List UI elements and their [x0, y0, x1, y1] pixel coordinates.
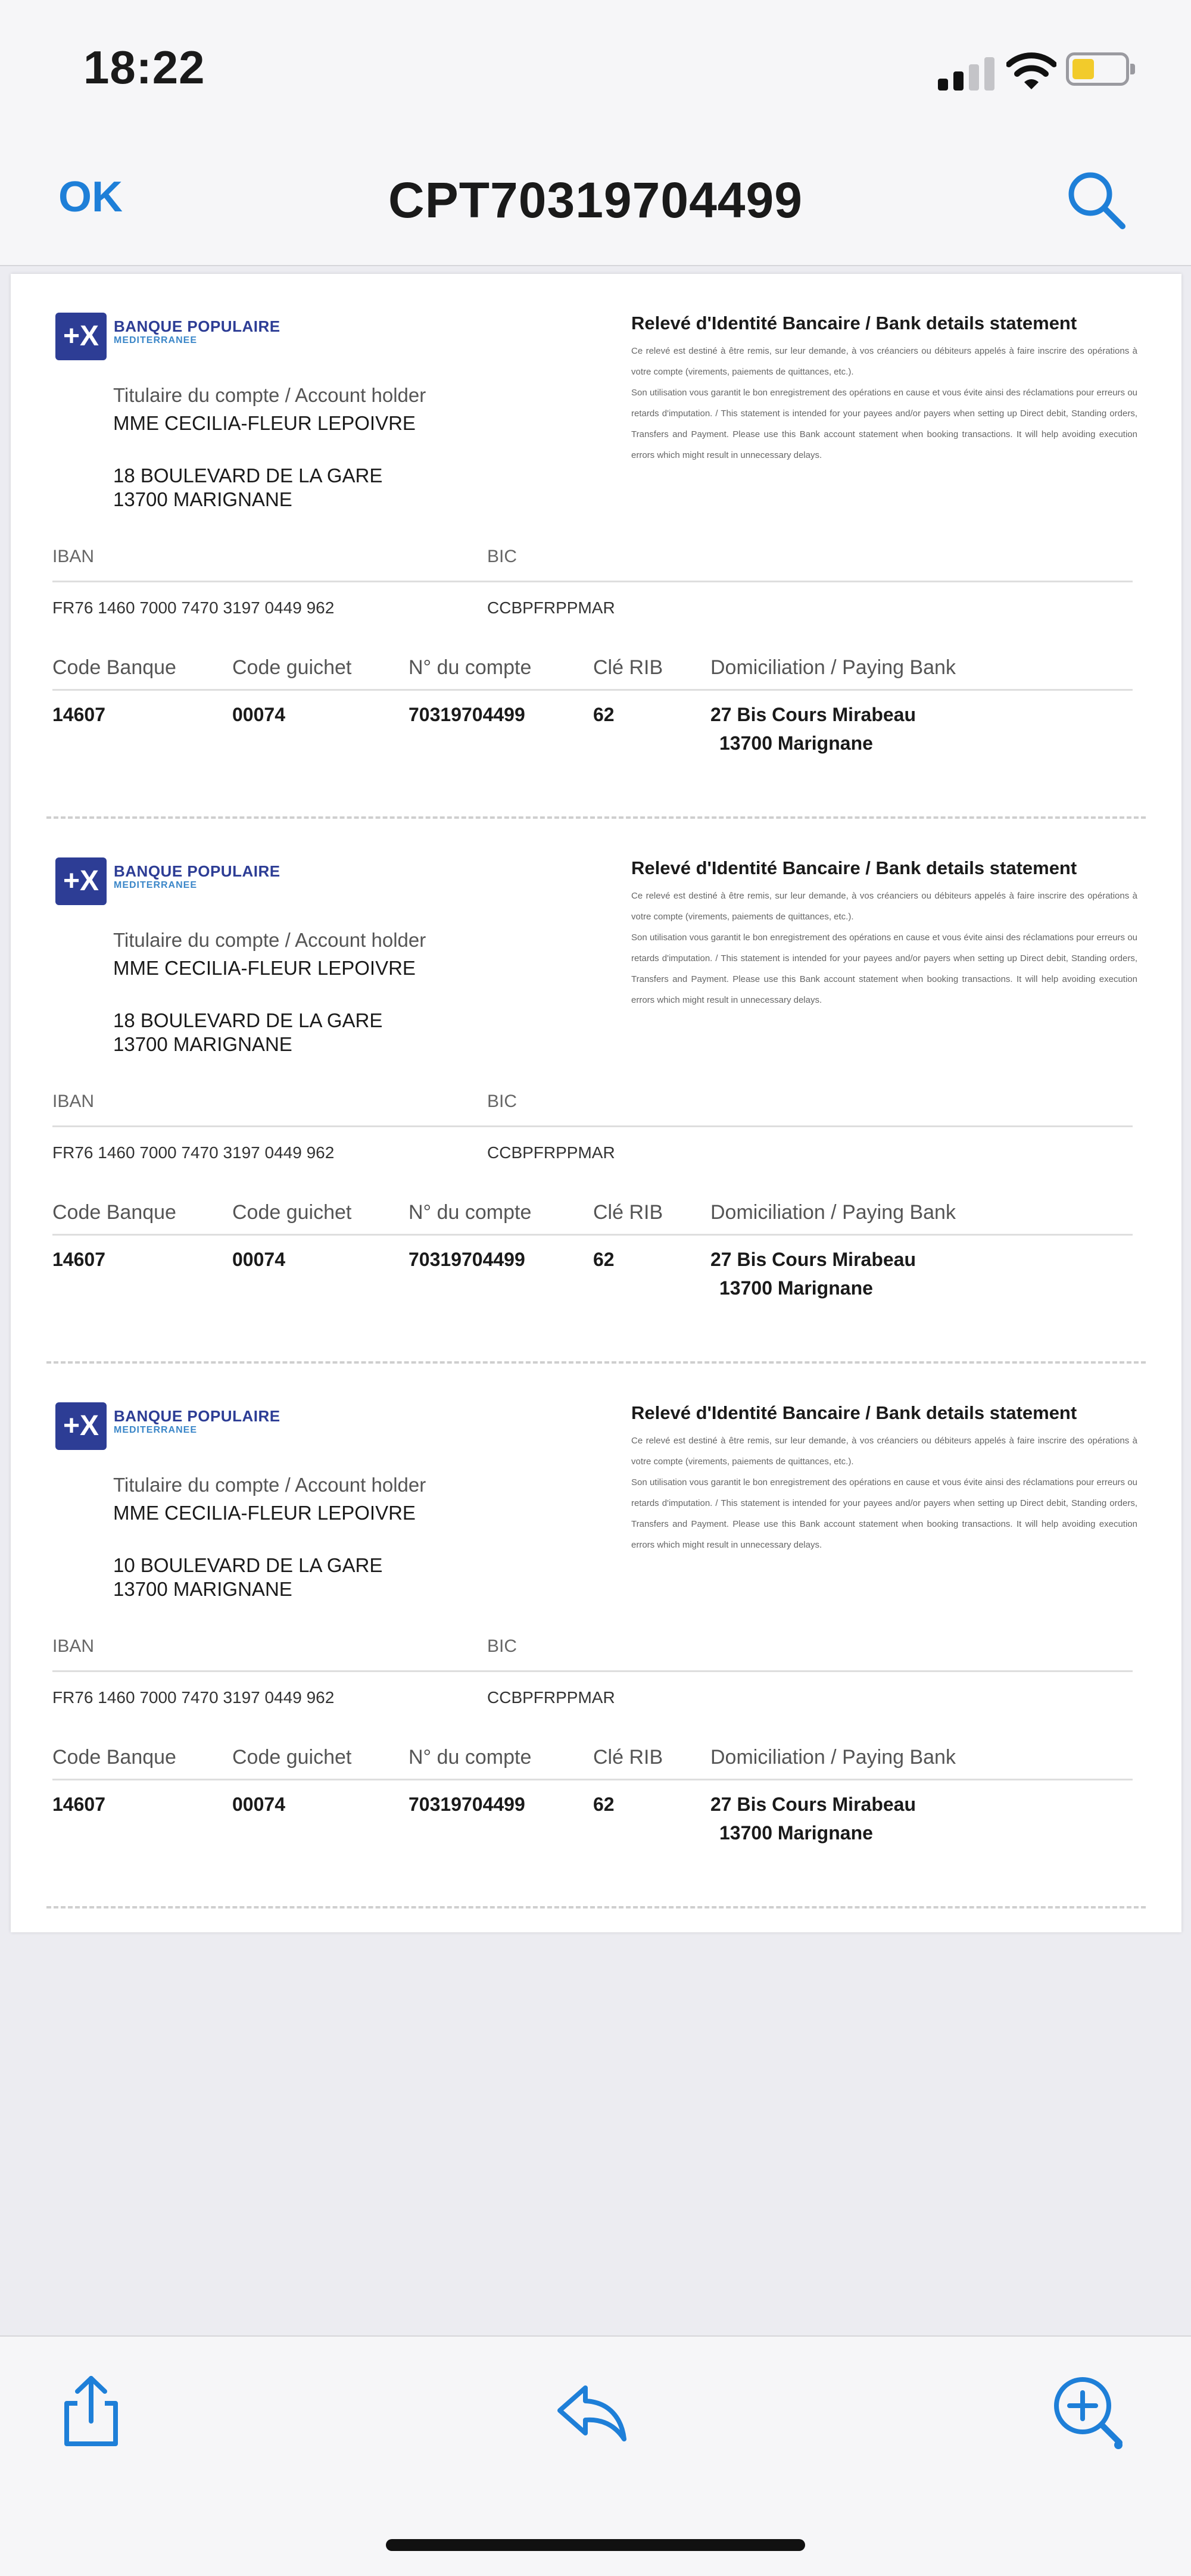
bank-name: BANQUE POPULAIRE [114, 1407, 280, 1425]
value-domiciliation-line1: 27 Bis Cours Mirabeau [710, 704, 916, 725]
navigation-bar [0, 137, 1191, 266]
value-code-banque: 14607 [52, 1249, 105, 1270]
bic-value: CCBPFRPPMAR [487, 598, 615, 617]
statement-paragraph: Ce relevé est destiné à être remis, sur leur demande, à vos créanciers ou débiteurs appelés à faire inscrire des opérations à votre compte (virements, paiements de quittances, etc.). [631, 1436, 1137, 1467]
header-code-banque: Code Banque [52, 656, 176, 679]
search-icon[interactable] [1063, 167, 1128, 232]
bic-label: BIC [487, 1636, 517, 1656]
bank-logo-mark: +X [55, 1402, 107, 1450]
bank-logo [55, 857, 365, 911]
header-code-guichet: Code guichet [232, 656, 352, 679]
value-cle-rib: 62 [593, 1249, 615, 1270]
account-holder-label: Titulaire du compte / Account holder [113, 1474, 426, 1496]
holder-address-line1: 10 BOULEVARD DE LA GARE [113, 1554, 383, 1576]
value-account-number: 70319704499 [409, 1794, 525, 1815]
statement-description [631, 885, 1137, 1011]
bottom-toolbar [0, 2335, 1191, 2576]
bank-name: BANQUE POPULAIRE [114, 317, 280, 335]
divider [52, 1125, 1133, 1127]
wifi-icon [1006, 50, 1056, 92]
account-holder-name: MME CECILIA-FLEUR LEPOIVRE [113, 1502, 416, 1524]
bic-value: CCBPFRPPMAR [487, 1143, 615, 1162]
bank-logo [55, 1402, 365, 1456]
value-account-number: 70319704499 [409, 704, 525, 725]
bank-logo [55, 313, 365, 366]
reply-icon[interactable] [553, 2372, 630, 2450]
bic-label: BIC [487, 1091, 517, 1111]
value-code-guichet: 00074 [232, 704, 285, 725]
statement-paragraph: Ce relevé est destiné à être remis, sur leur demande, à vos créanciers ou débiteurs appelés à faire inscrire des opérations à votre compte (virements, paiements de quittances, etc.). [631, 346, 1137, 377]
header-account-number: N° du compte [409, 656, 532, 679]
divider [52, 1779, 1133, 1780]
iban-value: FR76 1460 7000 7470 3197 0449 962 [52, 1143, 335, 1162]
status-time: 18:22 [83, 41, 205, 93]
header-domiciliation: Domiciliation / Paying Bank [710, 656, 956, 679]
bank-details-slip [11, 274, 1181, 819]
statement-title: Relevé d'Identité Bancaire / Bank details statement [631, 857, 1077, 878]
holder-address-line2: 13700 MARIGNANE [113, 1578, 292, 1600]
value-code-guichet: 00074 [232, 1794, 285, 1815]
statement-paragraph: Ce relevé est destiné à être remis, sur leur demande, à vos créanciers ou débiteurs appelés à faire inscrire des opérations à votre compte (virements, paiements de quittances, etc.). [631, 891, 1137, 922]
divider [52, 689, 1133, 691]
value-domiciliation-line1: 27 Bis Cours Mirabeau [710, 1794, 916, 1815]
holder-address-line2: 13700 MARIGNANE [113, 488, 292, 510]
bank-details-slip [11, 819, 1181, 1364]
bank-logo-mark: +X [55, 313, 107, 360]
status-bar [0, 0, 1191, 137]
header-cle-rib: Clé RIB [593, 656, 663, 679]
account-holder-name: MME CECILIA-FLEUR LEPOIVRE [113, 957, 416, 979]
statement-paragraph: Son utilisation vous garantit le bon enregistrement des opérations en cause et vous évite ainsi des réclamations pour erreurs ou retards d'imputation. / This statement is intended for your payees and/or payers when setting up Direct debit, Standing orders, Transfers and Payment. Please use this Bank account statement when booking transactions. It will help avoiding execution errors which might result in unnecessary delays. [631, 388, 1137, 460]
value-domiciliation-line2: 13700 Marignane [719, 732, 873, 754]
bank-details-slip [11, 1364, 1181, 1908]
statement-title: Relevé d'Identité Bancaire / Bank details statement [631, 313, 1077, 333]
bank-name: BANQUE POPULAIRE [114, 862, 280, 880]
value-account-number: 70319704499 [409, 1249, 525, 1270]
bic-value: CCBPFRPPMAR [487, 1688, 615, 1707]
document-page [11, 274, 1181, 1932]
divider [52, 581, 1133, 582]
share-icon[interactable] [52, 2372, 130, 2450]
value-cle-rib: 62 [593, 704, 615, 725]
divider [52, 1234, 1133, 1236]
value-code-banque: 14607 [52, 704, 105, 725]
account-holder-label: Titulaire du compte / Account holder [113, 384, 426, 406]
iban-label: IBAN [52, 1091, 95, 1111]
header-code-guichet: Code guichet [232, 1201, 352, 1224]
value-domiciliation-line2: 13700 Marignane [719, 1822, 873, 1844]
value-domiciliation-line1: 27 Bis Cours Mirabeau [710, 1249, 916, 1270]
iban-value: FR76 1460 7000 7470 3197 0449 962 [52, 598, 335, 617]
zoom-in-icon[interactable] [1049, 2372, 1127, 2450]
bank-logo-mark: +X [55, 857, 107, 905]
bank-region: MEDITERRANEE [114, 335, 198, 345]
value-code-banque: 14607 [52, 1794, 105, 1815]
holder-address-line2: 13700 MARIGNANE [113, 1033, 292, 1055]
value-domiciliation-line2: 13700 Marignane [719, 1277, 873, 1299]
value-cle-rib: 62 [593, 1794, 615, 1815]
ok-button[interactable]: OK [58, 173, 123, 221]
header-code-banque: Code Banque [52, 1746, 176, 1769]
holder-address-line1: 18 BOULEVARD DE LA GARE [113, 464, 383, 486]
battery-icon [1066, 52, 1129, 86]
statement-paragraph: Son utilisation vous garantit le bon enregistrement des opérations en cause et vous évite ainsi des réclamations pour erreurs ou retards d'imputation. / This statement is intended for your payees and/or payers when setting up Direct debit, Standing orders, Transfers and Payment. Please use this Bank account statement when booking transactions. It will help avoiding execution errors which might result in unnecessary delays. [631, 1477, 1137, 1550]
header-code-banque: Code Banque [52, 1201, 176, 1224]
header-cle-rib: Clé RIB [593, 1201, 663, 1224]
header-code-guichet: Code guichet [232, 1746, 352, 1769]
iban-label: IBAN [52, 1636, 95, 1656]
value-code-guichet: 00074 [232, 1249, 285, 1270]
header-account-number: N° du compte [409, 1746, 532, 1769]
iban-value: FR76 1460 7000 7470 3197 0449 962 [52, 1688, 335, 1707]
home-indicator[interactable] [386, 2539, 805, 2551]
account-holder-label: Titulaire du compte / Account holder [113, 929, 426, 951]
divider [52, 1670, 1133, 1672]
header-domiciliation: Domiciliation / Paying Bank [710, 1746, 956, 1769]
bank-region: MEDITERRANEE [114, 1425, 198, 1435]
holder-address-line1: 18 BOULEVARD DE LA GARE [113, 1009, 383, 1031]
cellular-signal-icon [938, 55, 997, 91]
bic-label: BIC [487, 547, 517, 566]
header-cle-rib: Clé RIB [593, 1746, 663, 1769]
cut-line [46, 1906, 1146, 1908]
bank-region: MEDITERRANEE [114, 880, 198, 890]
statement-description [631, 341, 1137, 466]
statement-title: Relevé d'Identité Bancaire / Bank details statement [631, 1402, 1077, 1423]
account-holder-name: MME CECILIA-FLEUR LEPOIVRE [113, 412, 416, 434]
statement-description [631, 1430, 1137, 1555]
iban-label: IBAN [52, 547, 95, 566]
header-account-number: N° du compte [409, 1201, 532, 1224]
document-title: CPT70319704499 [388, 172, 803, 228]
header-domiciliation: Domiciliation / Paying Bank [710, 1201, 956, 1224]
statement-paragraph: Son utilisation vous garantit le bon enregistrement des opérations en cause et vous évite ainsi des réclamations pour erreurs ou retards d'imputation. / This statement is intended for your payees and/or payers when setting up Direct debit, Standing orders, Transfers and Payment. Please use this Bank account statement when booking transactions. It will help avoiding execution errors which might result in unnecessary delays. [631, 933, 1137, 1005]
